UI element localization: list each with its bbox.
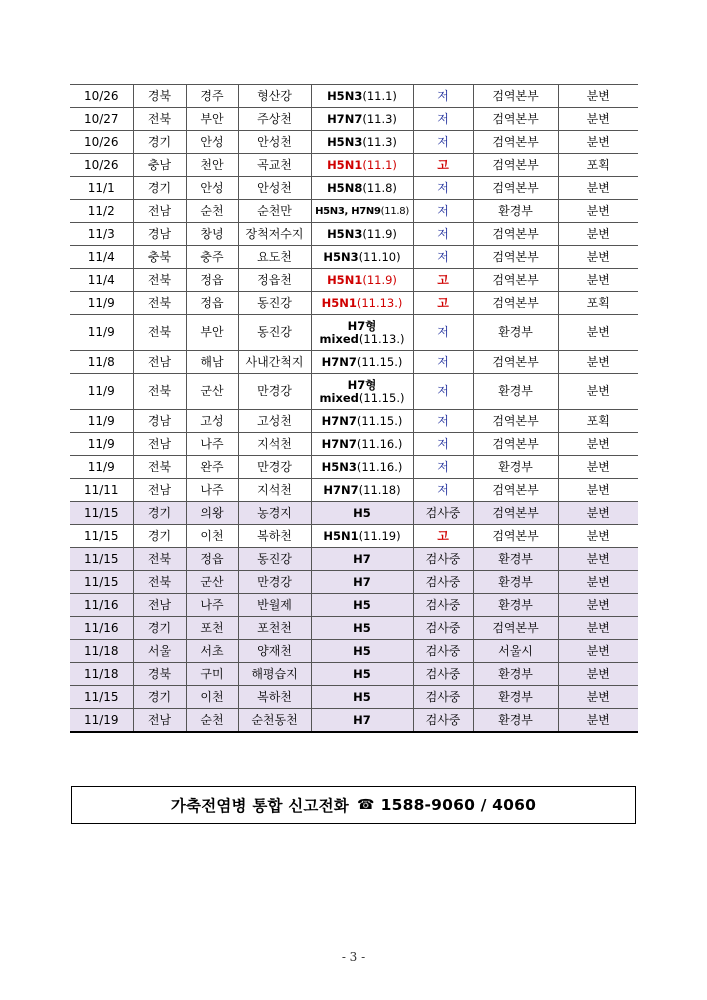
province-cell: 전남 xyxy=(133,351,186,374)
serotype-name: H5N1 xyxy=(327,272,363,287)
site-cell: 반월제 xyxy=(238,594,311,617)
table-row xyxy=(70,131,638,154)
pathogenicity-cell: 저 xyxy=(413,456,473,479)
serotype-name: H7 xyxy=(353,551,371,566)
city-cell: 포천 xyxy=(186,617,238,640)
serotype-name: H5N3, H7N9 xyxy=(315,205,381,217)
serotype-cell xyxy=(311,525,413,548)
sample-type-cell: 분변 xyxy=(558,374,638,410)
pathogenicity-cell: 저 xyxy=(413,200,473,223)
city-cell: 완주 xyxy=(186,456,238,479)
table-row xyxy=(70,709,638,733)
pathogenicity-cell: 고 xyxy=(413,154,473,177)
table-row xyxy=(70,269,638,292)
sample-type-cell: 분변 xyxy=(558,223,638,246)
agency-cell: 검역본부 xyxy=(473,85,558,108)
sample-type-cell: 분변 xyxy=(558,85,638,108)
table-row xyxy=(70,108,638,131)
date-cell: 11/9 xyxy=(70,456,133,479)
site-cell: 곡교천 xyxy=(238,154,311,177)
sample-type-cell: 분변 xyxy=(558,663,638,686)
sample-type-cell: 분변 xyxy=(558,686,638,709)
serotype-date: (11.10) xyxy=(358,249,401,264)
serotype-date: (11.15.) xyxy=(356,354,403,369)
sample-type-cell: 분변 xyxy=(558,131,638,154)
hotline-box xyxy=(71,786,636,824)
site-cell: 해평습지 xyxy=(238,663,311,686)
date-cell: 11/19 xyxy=(70,709,133,733)
agency-cell: 환경부 xyxy=(473,686,558,709)
table-row xyxy=(70,351,638,374)
serotype-name: H5 xyxy=(353,597,371,612)
table-row xyxy=(70,525,638,548)
date-cell: 11/15 xyxy=(70,686,133,709)
serotype-name: H5N3 xyxy=(321,459,357,474)
serotype-cell xyxy=(311,246,413,269)
serotype-date: (11.15.) xyxy=(356,413,403,428)
pathogenicity-cell: 검사중 xyxy=(413,617,473,640)
province-cell: 전남 xyxy=(133,709,186,733)
date-cell: 11/11 xyxy=(70,479,133,502)
sample-type-cell: 분변 xyxy=(558,571,638,594)
serotype-date: (11.15.) xyxy=(358,390,405,405)
serotype-mixed: mixed xyxy=(319,331,359,346)
date-cell: 11/9 xyxy=(70,315,133,351)
pathogenicity-cell: 저 xyxy=(413,410,473,433)
city-cell: 이천 xyxy=(186,686,238,709)
city-cell: 이천 xyxy=(186,525,238,548)
city-cell: 충주 xyxy=(186,246,238,269)
province-cell: 전남 xyxy=(133,594,186,617)
pathogenicity-cell: 저 xyxy=(413,479,473,502)
agency-cell: 서울시 xyxy=(473,640,558,663)
pathogenicity-cell: 검사중 xyxy=(413,686,473,709)
serotype-date: (11.9) xyxy=(362,226,397,241)
province-cell: 경기 xyxy=(133,686,186,709)
province-cell: 전북 xyxy=(133,548,186,571)
city-cell: 의왕 xyxy=(186,502,238,525)
date-cell: 11/18 xyxy=(70,663,133,686)
serotype-cell xyxy=(311,177,413,200)
site-cell: 지석천 xyxy=(238,479,311,502)
agency-cell: 환경부 xyxy=(473,374,558,410)
table-row xyxy=(70,548,638,571)
city-cell: 부안 xyxy=(186,108,238,131)
date-cell: 10/26 xyxy=(70,131,133,154)
serotype-name: H7N7 xyxy=(321,413,357,428)
pathogenicity-cell: 검사중 xyxy=(413,502,473,525)
site-cell: 농경지 xyxy=(238,502,311,525)
serotype-cell xyxy=(311,663,413,686)
pathogenicity-cell: 검사중 xyxy=(413,663,473,686)
agency-cell: 검역본부 xyxy=(473,525,558,548)
sample-type-cell: 분변 xyxy=(558,200,638,223)
agency-cell: 검역본부 xyxy=(473,410,558,433)
city-cell: 안성 xyxy=(186,177,238,200)
serotype-cell xyxy=(311,315,413,351)
agency-cell: 검역본부 xyxy=(473,269,558,292)
city-cell: 군산 xyxy=(186,571,238,594)
agency-cell: 검역본부 xyxy=(473,131,558,154)
table-row xyxy=(70,479,638,502)
agency-cell: 검역본부 xyxy=(473,433,558,456)
sample-type-cell: 포획 xyxy=(558,410,638,433)
table-row xyxy=(70,154,638,177)
table-row xyxy=(70,315,638,351)
province-cell: 전북 xyxy=(133,374,186,410)
date-cell: 11/8 xyxy=(70,351,133,374)
serotype-date: (11.19) xyxy=(358,528,401,543)
city-cell: 안성 xyxy=(186,131,238,154)
serotype-date: (11.18) xyxy=(358,482,401,497)
date-cell: 11/15 xyxy=(70,548,133,571)
date-cell: 11/9 xyxy=(70,410,133,433)
hotline-numbers: 1588-9060 / 4060 xyxy=(380,796,537,814)
province-cell: 전북 xyxy=(133,269,186,292)
city-cell: 경주 xyxy=(186,85,238,108)
date-cell: 10/26 xyxy=(70,154,133,177)
site-cell: 형산강 xyxy=(238,85,311,108)
date-cell: 10/26 xyxy=(70,85,133,108)
city-cell: 군산 xyxy=(186,374,238,410)
pathogenicity-cell: 저 xyxy=(413,315,473,351)
page-number: - 3 - xyxy=(341,950,366,964)
pathogenicity-cell: 고 xyxy=(413,292,473,315)
agency-cell: 환경부 xyxy=(473,663,558,686)
serotype-date: (11.1) xyxy=(362,88,397,103)
province-cell: 전북 xyxy=(133,456,186,479)
serotype-name: H7N7 xyxy=(323,482,359,497)
pathogenicity-cell: 저 xyxy=(413,246,473,269)
province-cell: 경북 xyxy=(133,663,186,686)
city-cell: 부안 xyxy=(186,315,238,351)
province-cell: 경기 xyxy=(133,617,186,640)
table-row xyxy=(70,571,638,594)
serotype-date: (11.16.) xyxy=(356,459,403,474)
pathogenicity-cell: 저 xyxy=(413,108,473,131)
serotype-name: H5N1 xyxy=(327,157,363,172)
date-cell: 11/16 xyxy=(70,617,133,640)
serotype-cell xyxy=(311,456,413,479)
table-row xyxy=(70,85,638,108)
serotype-cell xyxy=(311,154,413,177)
site-cell: 복하천 xyxy=(238,525,311,548)
city-cell: 서초 xyxy=(186,640,238,663)
serotype-name: H5 xyxy=(353,689,371,704)
city-cell: 정읍 xyxy=(186,292,238,315)
sample-type-cell: 분변 xyxy=(558,709,638,733)
serotype-date: (11.9) xyxy=(362,272,397,287)
date-cell: 11/4 xyxy=(70,246,133,269)
province-cell: 전남 xyxy=(133,479,186,502)
table-row xyxy=(70,594,638,617)
site-cell: 만경강 xyxy=(238,456,311,479)
date-cell: 11/15 xyxy=(70,502,133,525)
serotype-mixed: mixed xyxy=(319,390,359,405)
serotype-cell xyxy=(311,709,413,733)
sample-type-cell: 분변 xyxy=(558,433,638,456)
sample-type-cell: 분변 xyxy=(558,594,638,617)
city-cell: 창녕 xyxy=(186,223,238,246)
province-cell: 경기 xyxy=(133,131,186,154)
pathogenicity-cell: 저 xyxy=(413,131,473,154)
serotype-cell xyxy=(311,131,413,154)
agency-cell: 환경부 xyxy=(473,315,558,351)
date-cell: 11/15 xyxy=(70,525,133,548)
site-cell: 안성천 xyxy=(238,177,311,200)
serotype-date: (11.1) xyxy=(362,157,397,172)
serotype-cell xyxy=(311,548,413,571)
date-cell: 11/3 xyxy=(70,223,133,246)
date-cell: 11/2 xyxy=(70,200,133,223)
pathogenicity-cell: 검사중 xyxy=(413,640,473,663)
site-cell: 장척저수지 xyxy=(238,223,311,246)
agency-cell: 환경부 xyxy=(473,571,558,594)
city-cell: 나주 xyxy=(186,594,238,617)
sample-type-cell: 포획 xyxy=(558,154,638,177)
serotype-name: H7 xyxy=(353,574,371,589)
sample-type-cell: 분변 xyxy=(558,351,638,374)
serotype-date: (11.13.) xyxy=(358,331,405,346)
sample-type-cell: 분변 xyxy=(558,269,638,292)
city-cell: 정읍 xyxy=(186,269,238,292)
agency-cell: 검역본부 xyxy=(473,617,558,640)
serotype-name: H5 xyxy=(353,643,371,658)
city-cell: 해남 xyxy=(186,351,238,374)
province-cell: 전남 xyxy=(133,433,186,456)
serotype-cell xyxy=(311,410,413,433)
province-cell: 경기 xyxy=(133,525,186,548)
serotype-name: H5 xyxy=(353,620,371,635)
table-row xyxy=(70,374,638,410)
province-cell: 경남 xyxy=(133,410,186,433)
site-cell: 지석천 xyxy=(238,433,311,456)
table-row xyxy=(70,177,638,200)
agency-cell: 환경부 xyxy=(473,594,558,617)
table-row xyxy=(70,246,638,269)
serotype-name: H5 xyxy=(353,666,371,681)
sample-type-cell: 분변 xyxy=(558,246,638,269)
table-row xyxy=(70,200,638,223)
city-cell: 천안 xyxy=(186,154,238,177)
site-cell: 순천만 xyxy=(238,200,311,223)
agency-cell: 검역본부 xyxy=(473,246,558,269)
pathogenicity-cell: 검사중 xyxy=(413,548,473,571)
serotype-cell xyxy=(311,617,413,640)
sample-type-cell: 분변 xyxy=(558,548,638,571)
serotype-date: (11.8) xyxy=(362,180,397,195)
site-cell: 동진강 xyxy=(238,292,311,315)
agency-cell: 검역본부 xyxy=(473,108,558,131)
province-cell: 전남 xyxy=(133,200,186,223)
pathogenicity-cell: 검사중 xyxy=(413,594,473,617)
serotype-name: H7 xyxy=(353,712,371,727)
serotype-cell xyxy=(311,433,413,456)
site-cell: 주상천 xyxy=(238,108,311,131)
serotype-cell xyxy=(311,200,413,223)
site-cell: 정읍천 xyxy=(238,269,311,292)
site-cell: 사내간척지 xyxy=(238,351,311,374)
serotype-date: (11.13.) xyxy=(356,295,403,310)
serotype-cell xyxy=(311,223,413,246)
province-cell: 전북 xyxy=(133,315,186,351)
serotype-cell xyxy=(311,640,413,663)
city-cell: 순천 xyxy=(186,709,238,733)
date-cell: 11/4 xyxy=(70,269,133,292)
city-cell: 나주 xyxy=(186,433,238,456)
agency-cell: 검역본부 xyxy=(473,292,558,315)
serotype-name: H7형 xyxy=(347,377,377,392)
sample-type-cell: 분변 xyxy=(558,525,638,548)
serotype-cell xyxy=(311,686,413,709)
province-cell: 경기 xyxy=(133,502,186,525)
serotype-date: (11.3) xyxy=(362,111,397,126)
site-cell: 요도천 xyxy=(238,246,311,269)
sample-type-cell: 분변 xyxy=(558,479,638,502)
sample-type-cell: 분변 xyxy=(558,315,638,351)
site-cell: 고성천 xyxy=(238,410,311,433)
site-cell: 만경강 xyxy=(238,374,311,410)
city-cell: 고성 xyxy=(186,410,238,433)
sample-type-cell: 분변 xyxy=(558,617,638,640)
serotype-cell xyxy=(311,571,413,594)
date-cell: 11/16 xyxy=(70,594,133,617)
sample-type-cell: 분변 xyxy=(558,108,638,131)
province-cell: 전북 xyxy=(133,571,186,594)
site-cell: 복하천 xyxy=(238,686,311,709)
serotype-name: H7N7 xyxy=(321,436,357,451)
table-row xyxy=(70,617,638,640)
agency-cell: 환경부 xyxy=(473,200,558,223)
agency-cell: 환경부 xyxy=(473,709,558,733)
agency-cell: 검역본부 xyxy=(473,154,558,177)
date-cell: 11/9 xyxy=(70,374,133,410)
province-cell: 경남 xyxy=(133,223,186,246)
province-cell: 경기 xyxy=(133,177,186,200)
table-row xyxy=(70,292,638,315)
site-cell: 양재천 xyxy=(238,640,311,663)
serotype-cell xyxy=(311,108,413,131)
pathogenicity-cell: 저 xyxy=(413,85,473,108)
serotype-name: H7N7 xyxy=(327,111,363,126)
pathogenicity-cell: 검사중 xyxy=(413,571,473,594)
table-row xyxy=(70,433,638,456)
agency-cell: 검역본부 xyxy=(473,177,558,200)
date-cell: 11/9 xyxy=(70,433,133,456)
agency-cell: 검역본부 xyxy=(473,479,558,502)
site-cell: 순천동천 xyxy=(238,709,311,733)
table-row xyxy=(70,502,638,525)
pathogenicity-cell: 저 xyxy=(413,433,473,456)
province-cell: 충북 xyxy=(133,246,186,269)
pathogenicity-cell: 저 xyxy=(413,177,473,200)
city-cell: 정읍 xyxy=(186,548,238,571)
province-cell: 전북 xyxy=(133,292,186,315)
pathogenicity-cell: 고 xyxy=(413,269,473,292)
serotype-date: (11.16.) xyxy=(356,436,403,451)
site-cell: 동진강 xyxy=(238,315,311,351)
agency-cell: 검역본부 xyxy=(473,351,558,374)
table-row xyxy=(70,410,638,433)
serotype-cell xyxy=(311,292,413,315)
site-cell: 만경강 xyxy=(238,571,311,594)
serotype-cell xyxy=(311,85,413,108)
sample-type-cell: 분변 xyxy=(558,456,638,479)
date-cell: 11/18 xyxy=(70,640,133,663)
date-cell: 10/27 xyxy=(70,108,133,131)
date-cell: 11/9 xyxy=(70,292,133,315)
serotype-name: H5N3 xyxy=(323,249,359,264)
serotype-cell xyxy=(311,269,413,292)
serotype-name: H5N1 xyxy=(321,295,357,310)
pathogenicity-cell: 검사중 xyxy=(413,709,473,733)
table-row xyxy=(70,663,638,686)
serotype-name: H5N8 xyxy=(327,180,363,195)
city-cell: 순천 xyxy=(186,200,238,223)
serotype-name: H7형 xyxy=(347,318,377,333)
serotype-name: H5 xyxy=(353,505,371,520)
table-row xyxy=(70,456,638,479)
site-cell: 안성천 xyxy=(238,131,311,154)
serotype-name: H5N3 xyxy=(327,226,363,241)
site-cell: 동진강 xyxy=(238,548,311,571)
serotype-name: H5N1 xyxy=(323,528,359,543)
sample-type-cell: 포획 xyxy=(558,292,638,315)
table-row xyxy=(70,640,638,663)
serotype-cell xyxy=(311,479,413,502)
serotype-name: H5N3 xyxy=(327,134,363,149)
pathogenicity-cell: 저 xyxy=(413,351,473,374)
serotype-date: (11.8) xyxy=(380,205,409,217)
ai-detection-table xyxy=(70,84,638,733)
pathogenicity-cell: 고 xyxy=(413,525,473,548)
serotype-cell xyxy=(311,374,413,410)
sample-type-cell: 분변 xyxy=(558,502,638,525)
province-cell: 전북 xyxy=(133,108,186,131)
table-row xyxy=(70,223,638,246)
pathogenicity-cell: 저 xyxy=(413,223,473,246)
site-cell: 포천천 xyxy=(238,617,311,640)
serotype-name: H5N3 xyxy=(327,88,363,103)
pathogenicity-cell: 저 xyxy=(413,374,473,410)
table-body xyxy=(70,85,638,733)
hotline-label: 가축전염병 통합 신고전화 xyxy=(170,797,349,815)
sample-type-cell: 분변 xyxy=(558,177,638,200)
table-row xyxy=(70,686,638,709)
serotype-cell xyxy=(311,502,413,525)
province-cell: 충남 xyxy=(133,154,186,177)
phone-icon: ☎ xyxy=(356,797,375,813)
agency-cell: 환경부 xyxy=(473,548,558,571)
sample-type-cell: 분변 xyxy=(558,640,638,663)
agency-cell: 환경부 xyxy=(473,456,558,479)
serotype-cell xyxy=(311,594,413,617)
date-cell: 11/1 xyxy=(70,177,133,200)
province-cell: 경북 xyxy=(133,85,186,108)
province-cell: 서울 xyxy=(133,640,186,663)
agency-cell: 검역본부 xyxy=(473,502,558,525)
serotype-date: (11.3) xyxy=(362,134,397,149)
date-cell: 11/15 xyxy=(70,571,133,594)
city-cell: 구미 xyxy=(186,663,238,686)
city-cell: 나주 xyxy=(186,479,238,502)
serotype-cell xyxy=(311,351,413,374)
agency-cell: 검역본부 xyxy=(473,223,558,246)
serotype-name: H7N7 xyxy=(321,354,357,369)
